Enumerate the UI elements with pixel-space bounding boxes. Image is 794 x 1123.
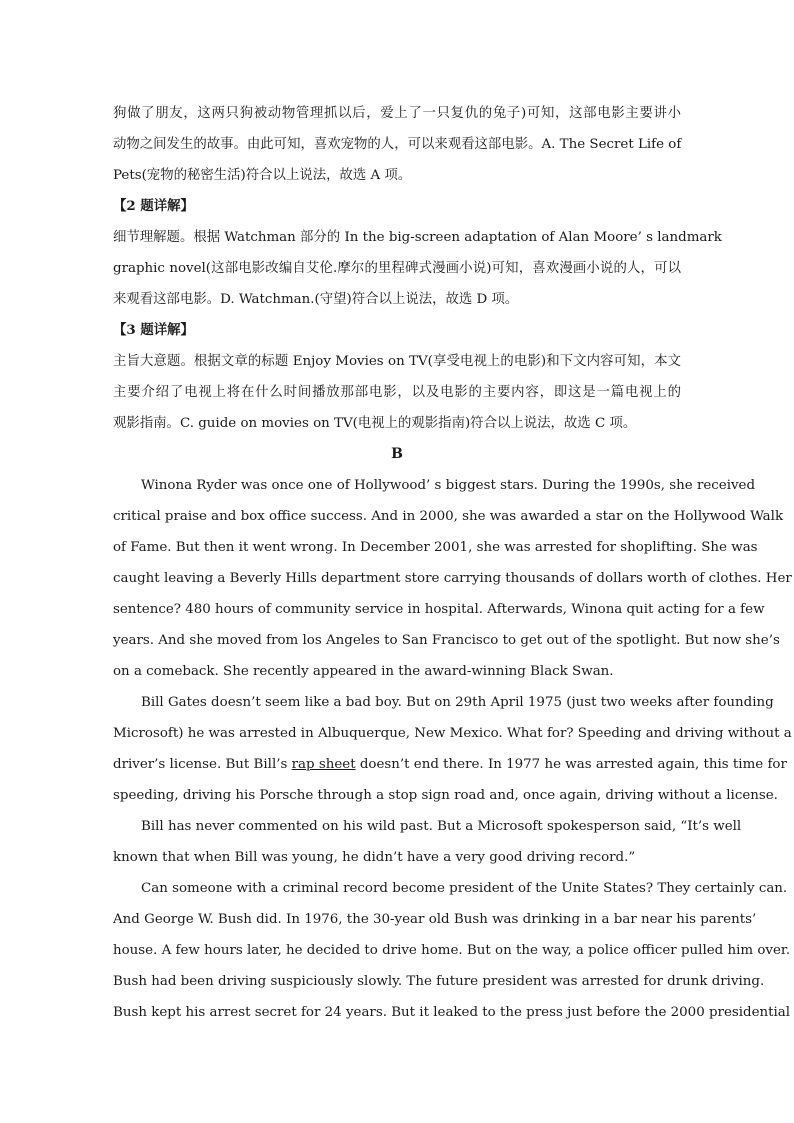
- answer2-line-1: 细节理解题。根据 Watchman 部分的 In the big-screen adaptation of Alan Moore’ s landmark: [113, 230, 722, 245]
- question3-heading: 【3 题详解】: [113, 322, 194, 338]
- para2-line-2: Microsoft) he was arrested in Albuquerque, New Mexico. What for? Speeding and driving without a: [113, 726, 792, 741]
- para2-line-4: speeding, driving his Porsche through a stop sign road and, once again, driving without a license.: [113, 788, 778, 803]
- para2-line-3-end: doesn’t end there. In 1977 he was arrested again, this time for: [355, 757, 787, 772]
- para1-line-1: Winona Ryder was once one of Hollywood’ s biggest stars. During the 1990s, she received: [141, 478, 756, 493]
- question2-heading: 【2 题详解】: [113, 198, 194, 214]
- para2-line-3-start: driver’s license. But Bill’s: [113, 757, 292, 772]
- answer3-line-2: 主要介绍了电视上将在什么时间播放那部电影，以及电影的主要内容，即这是一篇电视上的: [113, 385, 681, 400]
- para1-line-2: critical praise and box office success. And in 2000, she was awarded a star on the Hollywood Walk: [113, 509, 784, 524]
- para4-line-3: house. A few hours later, he decided to drive home. But on the way, a police officer pulled him over.: [113, 943, 791, 958]
- para1-line-7: on a comeback. She recently appeared in the award-winning Black Swan.: [113, 664, 614, 679]
- para4-line-2: And George W. Bush did. In 1976, the 30-year old Bush was drinking in a bar near his parents’: [113, 912, 757, 927]
- para4-line-4: Bush had been driving suspiciously slowly. The future president was arrested for drunk driving.: [113, 974, 765, 989]
- para4-line-1: Can someone with a criminal record become president of the Unite States? They certainly can.: [141, 881, 788, 896]
- para1-line-4: caught leaving a Beverly Hills department store carrying thousands of dollars worth of clothes. Her: [113, 571, 792, 586]
- para2-line-3: [113, 749, 787, 780]
- rap-sheet-underlined: rap sheet: [291, 757, 356, 772]
- para1-line-3: of Fame. But then it went wrong. In December 2001, she was arrested for shoplifting. She was: [113, 540, 758, 555]
- para4-line-5: Bush kept his arrest secret for 24 years. But it leaked to the press just before the 2000 presidential: [113, 1005, 791, 1020]
- para1-line-5: sentence? 480 hours of community service in hospital. Afterwards, Winona quit acting for a few: [113, 602, 765, 617]
- answer2-line-2: graphic novel(这部电影改编自艾伦.摩尔的里程碑式漫画小说)可知，喜欢漫画小说的人，可以: [113, 261, 681, 276]
- answer3-line-3: 观影指南。C. guide on movies on TV(电视上的观影指南)符合以上说法，故选 C 项。: [113, 416, 637, 431]
- answer1-line-3: Pets(宠物的秘密生活)符合以上说法，故选 A 项。: [113, 168, 412, 183]
- para3-line-1: Bill has never commented on his wild past. But a Microsoft spokesperson said, “It’s well: [141, 819, 742, 834]
- para2-line-1: Bill Gates doesn’t seem like a bad boy. But on 29th April 1975 (just two weeks after founding: [141, 695, 774, 710]
- answer2-line-3: 来观看这部电影。D. Watchman.(守望)符合以上说法，故选 D 项。: [113, 292, 519, 307]
- answer3-line-1: 主旨大意题。根据文章的标题 Enjoy Movies on TV(享受电视上的电影)和下文内容可知，本文: [113, 354, 681, 369]
- para1-line-6: years. And she moved from los Angeles to San Francisco to get out of the spotlight. But now she’s: [113, 633, 780, 648]
- section-b-title: B: [391, 446, 403, 462]
- para3-line-2: known that when Bill was young, he didn’t have a very good driving record.”: [113, 850, 636, 865]
- answer1-line-1: 狗做了朋友，这两只狗被动物管理抓以后，爱上了一只复仇的兔子)可知，这部电影主要讲小: [113, 106, 681, 121]
- answer1-line-2: 动物之间发生的故事。由此可知，喜欢宠物的人，可以来观看这部电影。A. The Secret Life of: [113, 137, 682, 152]
